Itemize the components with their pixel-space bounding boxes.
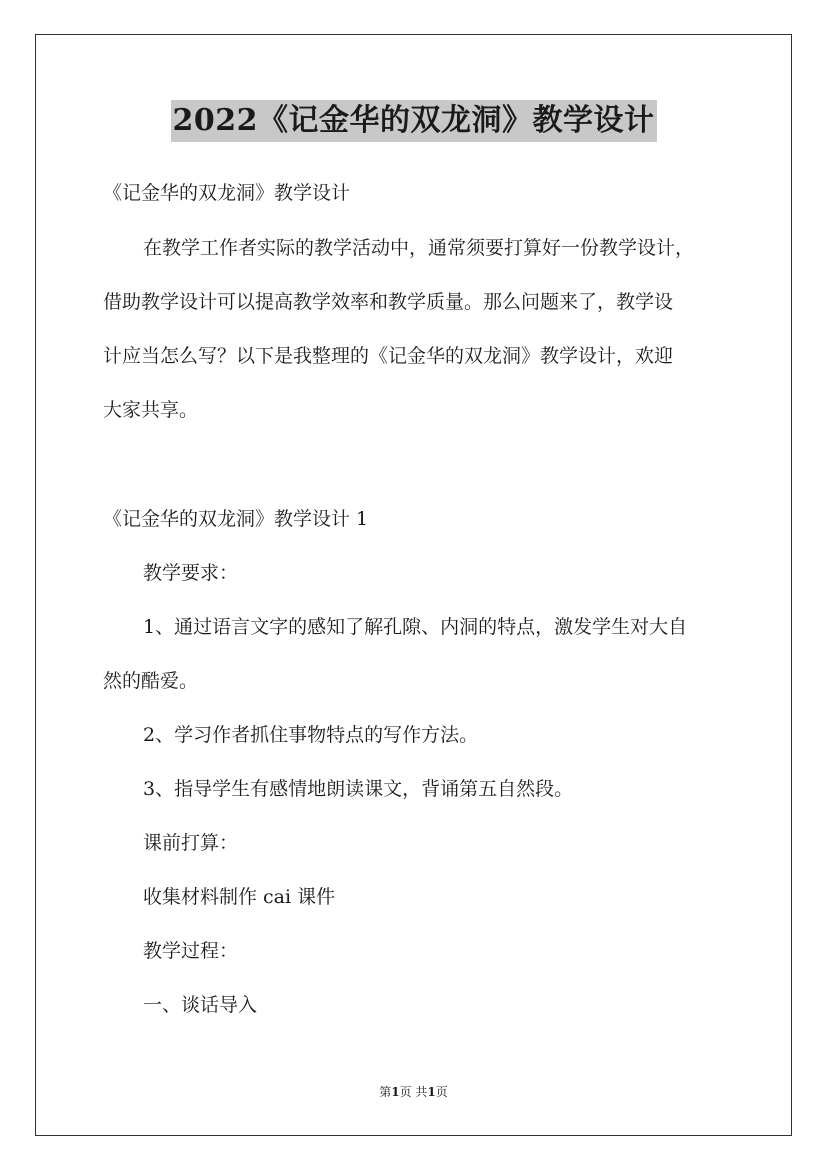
footer-page-total: 1 <box>427 1085 436 1099</box>
footer-page-mid: 页 共 <box>399 1085 428 1099</box>
title-container <box>0 100 827 142</box>
requirement-1-line-2: 然的酷爱。 <box>103 670 199 692</box>
section-heading: 《记金华的双龙洞》教学设计 1 <box>103 508 369 530</box>
intro-line-3: 计应当怎么写？以下是我整理的《记金华的双龙洞》教学设计，欢迎 <box>103 345 674 367</box>
document-subtitle: 《记金华的双龙洞》教学设计 <box>103 182 351 204</box>
requirement-3: 3、指导学生有感情地朗读课文，背诵第五自然段。 <box>143 778 574 800</box>
preparation-item: 收集材料制作 cai 课件 <box>143 886 336 908</box>
requirement-2: 2、学习作者抓住事物特点的写作方法。 <box>143 724 479 746</box>
document-title: 2022《记金华的双龙洞》教学设计 <box>171 100 657 142</box>
process-label: 教学过程： <box>143 940 239 962</box>
intro-line-1: 在教学工作者实际的教学活动中，通常须要打算好一份教学设计， <box>143 237 695 259</box>
footer-page-current: 1 <box>391 1085 400 1099</box>
intro-line-4: 大家共享。 <box>103 399 199 421</box>
preparation-label: 课前打算： <box>143 832 239 854</box>
footer-page-suffix: 页 <box>435 1085 448 1099</box>
page-footer <box>0 1084 827 1100</box>
process-step-1: 一、谈话导入 <box>143 994 258 1016</box>
requirement-1-line-1: 1、通过语言文字的感知了解孔隙、内洞的特点，激发学生对大自 <box>143 616 688 638</box>
requirements-label: 教学要求： <box>143 562 239 584</box>
footer-page-prefix: 第 <box>379 1085 392 1099</box>
intro-line-2: 借助教学设计可以提高教学效率和教学质量。那么问题来了，教学设 <box>103 291 674 313</box>
